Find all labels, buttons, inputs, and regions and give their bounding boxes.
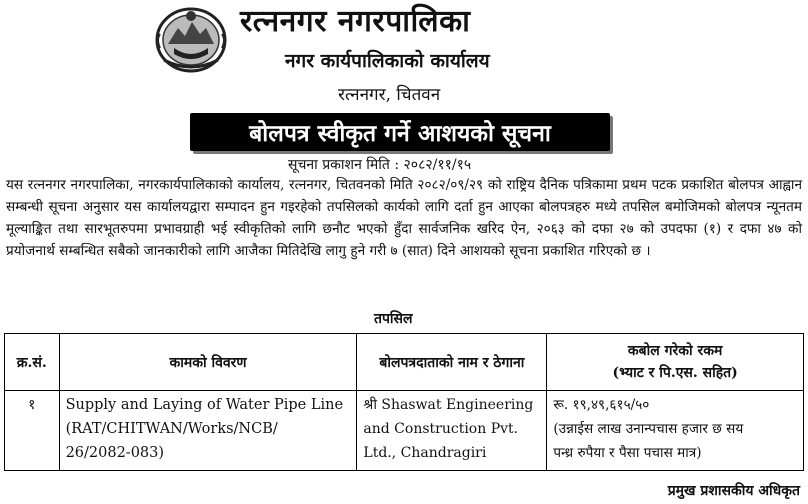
row-bidder — [357, 391, 547, 471]
description-line: 26/2082-083) — [65, 445, 165, 461]
notice-heading-banner: बोलपत्र स्वीकृत गर्ने आशयको सूचना — [190, 113, 610, 151]
amount-line: रू. १९,४९,६१५/५० — [553, 397, 650, 413]
bidder-line: श्री Shaswat Engineering — [363, 397, 534, 413]
header-bidder: बोलपत्रदाताको नाम र ठेगाना — [357, 334, 547, 391]
header-amount-line1: कबोल गरेको रकम — [627, 343, 723, 359]
table-header-row — [5, 334, 804, 391]
amount-line: पन्ध्र रुपैया र पैसा पचास मात्र) — [553, 445, 702, 461]
table-row — [5, 391, 804, 471]
publication-date: सूचना प्रकाशन मिति : २०८२/११/१५ — [288, 157, 472, 173]
signatory-title: प्रमुख प्रशासकीय अधिकृत — [667, 483, 800, 499]
amount-line: (उन्नाईस लाख उनान्पचास हजार छ सय — [553, 421, 744, 437]
row-description — [59, 391, 357, 471]
office-location: रत्ननगर, चितवन — [338, 85, 441, 105]
description-line: (RAT/CHITWAN/Works/NCB/ — [65, 421, 278, 437]
notice-body-paragraph: यस रत्ननगर नगरपालिका, नगरकार्यपालिकाको कार्यालय, रत्ननगर, चितवनको मिति २०८२/०९/२९ को राष्ट्रिय दैनिक पत्रिकामा प्रथम पटक प्रकाशित बोलपत्र आह्वान सम्बन्धी सूचना अनुसार यस कार्यालयद्वारा सम्पादन हुन गइरहेको तपसिलको कार्यको लागि दर्ता हुन आएका बोलपत्रहरु मध्ये तपसिल बमोजिमको बोलपत्र न्यूनतम मूल्याङ्कित तथा सारभूतरुपमा प्रभावग्राही भई स्वीकृतिको लागि छनौट भएको हुँदा सार्वजनिक खरिद ऐन, २०६३ को दफा २७ को उपदफा (१) र दफा ४७ को प्रयोजनार्थ सम्बन्धित सबैको जानकारीको लागि आजैका मितिदेखि लागु हुने गरी ७ (सात) दिने आशयको सूचना प्रकाशित गरिएको छ । — [6, 177, 802, 259]
header-amount — [547, 334, 804, 391]
description-line: Supply and Laying of Water Pipe Line — [65, 397, 344, 413]
row-sn: १ — [5, 391, 60, 471]
header-sn: क्र.सं. — [5, 334, 60, 391]
bidder-line: Ltd., Chandragiri — [363, 445, 487, 461]
header-amount-line2: (भ्याट र पि.एस. सहित) — [612, 365, 738, 381]
nepal-emblem-logo — [152, 4, 230, 74]
bidder-line: and Construction Pvt. — [363, 421, 519, 437]
bid-details-table — [4, 333, 804, 471]
municipality-title: रत्ननगर नगरपालिका — [240, 4, 471, 39]
row-amount — [547, 391, 804, 471]
office-subtitle: नगर कार्यपालिकाको कार्यालय — [285, 50, 490, 72]
table-caption: तपसिल — [374, 311, 413, 327]
header-description: कामको विवरण — [59, 334, 357, 391]
